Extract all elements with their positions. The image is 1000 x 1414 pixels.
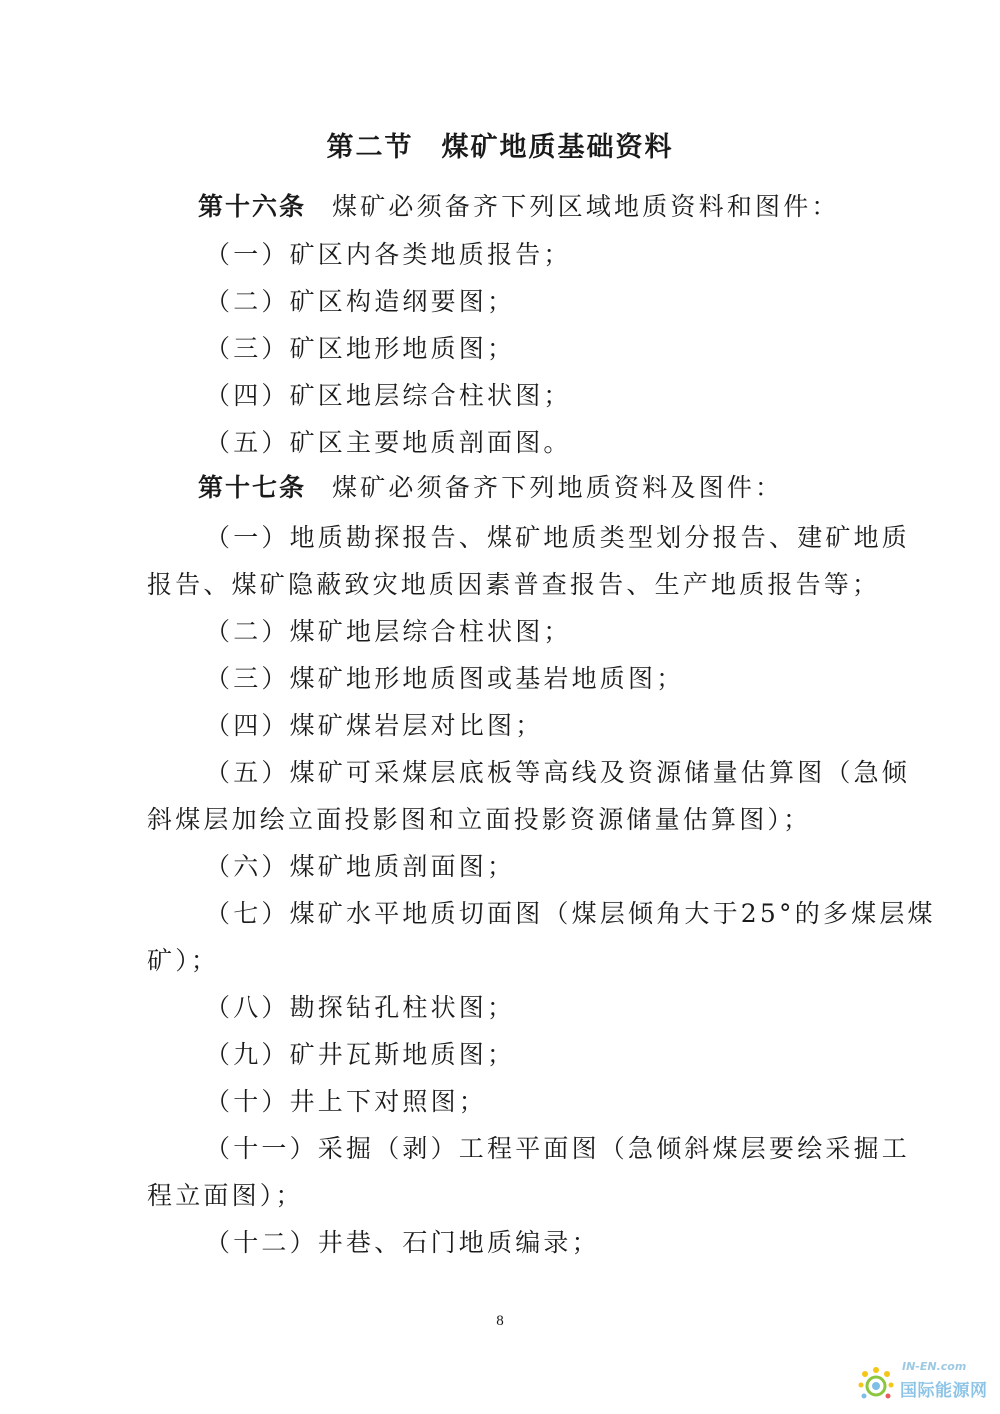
watermark [856, 1356, 996, 1406]
article-17 [198, 471, 783, 505]
article-17-item-5-line-2: 斜煤层加绘立面投影图和立面投影资源储量估算图）； [147, 805, 812, 834]
article-17-item-7-line-1: （七）煤矿水平地质切面图（煤层倾角大于25°的多煤层煤 [205, 899, 936, 928]
article-17-item-11-line-1: （十一）采掘（剥）工程平面图（急倾斜煤层要绘采掘工 [205, 1134, 911, 1163]
section-heading: 煤矿地质基础资料 [441, 132, 674, 163]
article-17-item-1-line-2: 报告、煤矿隐蔽致灾地质因素普查报告、生产地质报告等； [147, 570, 881, 599]
article-16-item-1: （一）矿区内各类地质报告； [205, 240, 572, 269]
article-17-text: 煤矿必须备齐下列地质资料及图件： [332, 473, 784, 502]
section-number: 第二节 [326, 132, 414, 163]
article-17-item-1-line-1: （一）地质勘探报告、煤矿地质类型划分报告、建矿地质 [205, 523, 911, 552]
article-17-item-4: （四）煤矿煤岩层对比图； [205, 711, 544, 740]
article-16-item-3: （三）矿区地形地质图； [205, 334, 516, 363]
article-17-item-6: （六）煤矿地质剖面图； [205, 852, 516, 881]
article-16-item-2: （二）矿区构造纲要图； [205, 287, 516, 316]
article-17-label: 第十七条 [198, 473, 307, 502]
sun-logo-icon [856, 1356, 900, 1406]
article-16-label: 第十六条 [198, 192, 307, 221]
article-17-item-11-line-2: 程立面图）； [147, 1181, 304, 1210]
article-17-item-8: （八）勘探钻孔柱状图； [205, 993, 516, 1022]
article-17-item-9: （九）矿井瓦斯地质图； [205, 1040, 516, 1069]
article-16 [198, 190, 840, 224]
article-17-item-2: （二）煤矿地层综合柱状图； [205, 617, 572, 646]
article-17-item-10: （十）井上下对照图； [205, 1087, 488, 1116]
watermark-text: 国际能源网 [900, 1381, 988, 1401]
article-17-item-5-line-1: （五）煤矿可采煤层底板等高线及资源储量估算图（急倾 [205, 758, 911, 787]
article-17-item-3: （三）煤矿地形地质图或基岩地质图； [205, 664, 685, 693]
article-16-item-5: （五）矿区主要地质剖面图。 [205, 428, 572, 457]
watermark-domain: IN-EN.com [902, 1360, 967, 1373]
page-number: 8 [496, 1313, 504, 1329]
article-16-text: 煤矿必须备齐下列区域地质资料和图件： [332, 192, 840, 221]
article-17-item-7-line-2: 矿）； [147, 946, 220, 975]
section-title [0, 128, 1000, 168]
article-16-item-4: （四）矿区地层综合柱状图； [205, 381, 572, 410]
article-17-item-12: （十二）井巷、石门地质编录； [205, 1228, 600, 1257]
